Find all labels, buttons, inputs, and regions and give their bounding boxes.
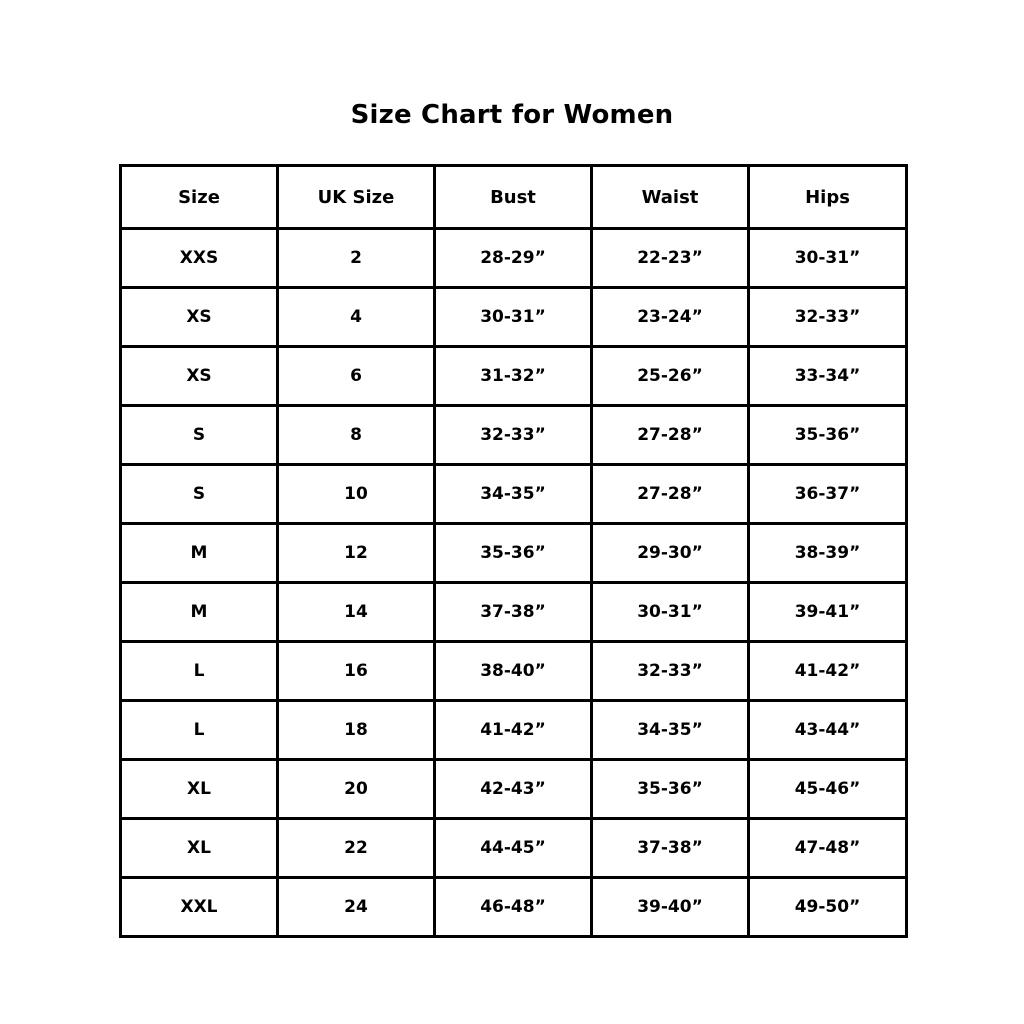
cell-uk-size: 18 [278, 701, 435, 760]
cell-hips: 33-34” [749, 347, 907, 406]
column-header-waist: Waist [592, 166, 749, 229]
cell-waist: 29-30” [592, 524, 749, 583]
cell-size: XXL [121, 878, 278, 937]
cell-hips: 32-33” [749, 288, 907, 347]
table-row [121, 288, 907, 347]
table-row [121, 347, 907, 406]
table-body [121, 229, 907, 937]
cell-uk-size: 22 [278, 819, 435, 878]
cell-size: S [121, 465, 278, 524]
table-row [121, 701, 907, 760]
cell-hips: 45-46” [749, 760, 907, 819]
cell-bust: 37-38” [435, 583, 592, 642]
cell-bust: 44-45” [435, 819, 592, 878]
cell-uk-size: 16 [278, 642, 435, 701]
table-row [121, 760, 907, 819]
table-row [121, 229, 907, 288]
cell-size: XL [121, 760, 278, 819]
cell-bust: 31-32” [435, 347, 592, 406]
cell-bust: 38-40” [435, 642, 592, 701]
cell-waist: 32-33” [592, 642, 749, 701]
cell-bust: 42-43” [435, 760, 592, 819]
cell-bust: 35-36” [435, 524, 592, 583]
cell-hips: 36-37” [749, 465, 907, 524]
cell-uk-size: 14 [278, 583, 435, 642]
cell-bust: 32-33” [435, 406, 592, 465]
cell-waist: 37-38” [592, 819, 749, 878]
column-header-uk-size: UK Size [278, 166, 435, 229]
cell-hips: 43-44” [749, 701, 907, 760]
cell-size: L [121, 701, 278, 760]
cell-uk-size: 8 [278, 406, 435, 465]
cell-hips: 35-36” [749, 406, 907, 465]
cell-waist: 30-31” [592, 583, 749, 642]
column-header-bust: Bust [435, 166, 592, 229]
cell-size: XXS [121, 229, 278, 288]
cell-waist: 23-24” [592, 288, 749, 347]
cell-uk-size: 12 [278, 524, 435, 583]
column-header-size: Size [121, 166, 278, 229]
cell-size: XL [121, 819, 278, 878]
cell-waist: 27-28” [592, 465, 749, 524]
cell-hips: 41-42” [749, 642, 907, 701]
cell-size: S [121, 406, 278, 465]
cell-waist: 35-36” [592, 760, 749, 819]
cell-waist: 34-35” [592, 701, 749, 760]
cell-size: XS [121, 288, 278, 347]
table-row [121, 406, 907, 465]
cell-bust: 41-42” [435, 701, 592, 760]
cell-bust: 34-35” [435, 465, 592, 524]
table-row [121, 524, 907, 583]
cell-size: L [121, 642, 278, 701]
cell-waist: 27-28” [592, 406, 749, 465]
table-row [121, 465, 907, 524]
table-row [121, 583, 907, 642]
cell-uk-size: 2 [278, 229, 435, 288]
table-row [121, 819, 907, 878]
cell-waist: 22-23” [592, 229, 749, 288]
cell-bust: 46-48” [435, 878, 592, 937]
cell-hips: 49-50” [749, 878, 907, 937]
cell-uk-size: 4 [278, 288, 435, 347]
cell-uk-size: 24 [278, 878, 435, 937]
cell-hips: 30-31” [749, 229, 907, 288]
cell-bust: 30-31” [435, 288, 592, 347]
cell-hips: 47-48” [749, 819, 907, 878]
cell-size: M [121, 583, 278, 642]
cell-bust: 28-29” [435, 229, 592, 288]
size-chart-table [119, 164, 908, 938]
cell-hips: 38-39” [749, 524, 907, 583]
table-row [121, 642, 907, 701]
table-row [121, 878, 907, 937]
cell-waist: 39-40” [592, 878, 749, 937]
table-header [121, 166, 907, 229]
size-chart-table-container [119, 164, 905, 938]
cell-hips: 39-41” [749, 583, 907, 642]
column-header-hips: Hips [749, 166, 907, 229]
page-title: Size Chart for Women [350, 100, 674, 130]
cell-uk-size: 20 [278, 760, 435, 819]
cell-waist: 25-26” [592, 347, 749, 406]
table-header-row [121, 166, 907, 229]
cell-size: M [121, 524, 278, 583]
cell-uk-size: 10 [278, 465, 435, 524]
cell-size: XS [121, 347, 278, 406]
cell-uk-size: 6 [278, 347, 435, 406]
